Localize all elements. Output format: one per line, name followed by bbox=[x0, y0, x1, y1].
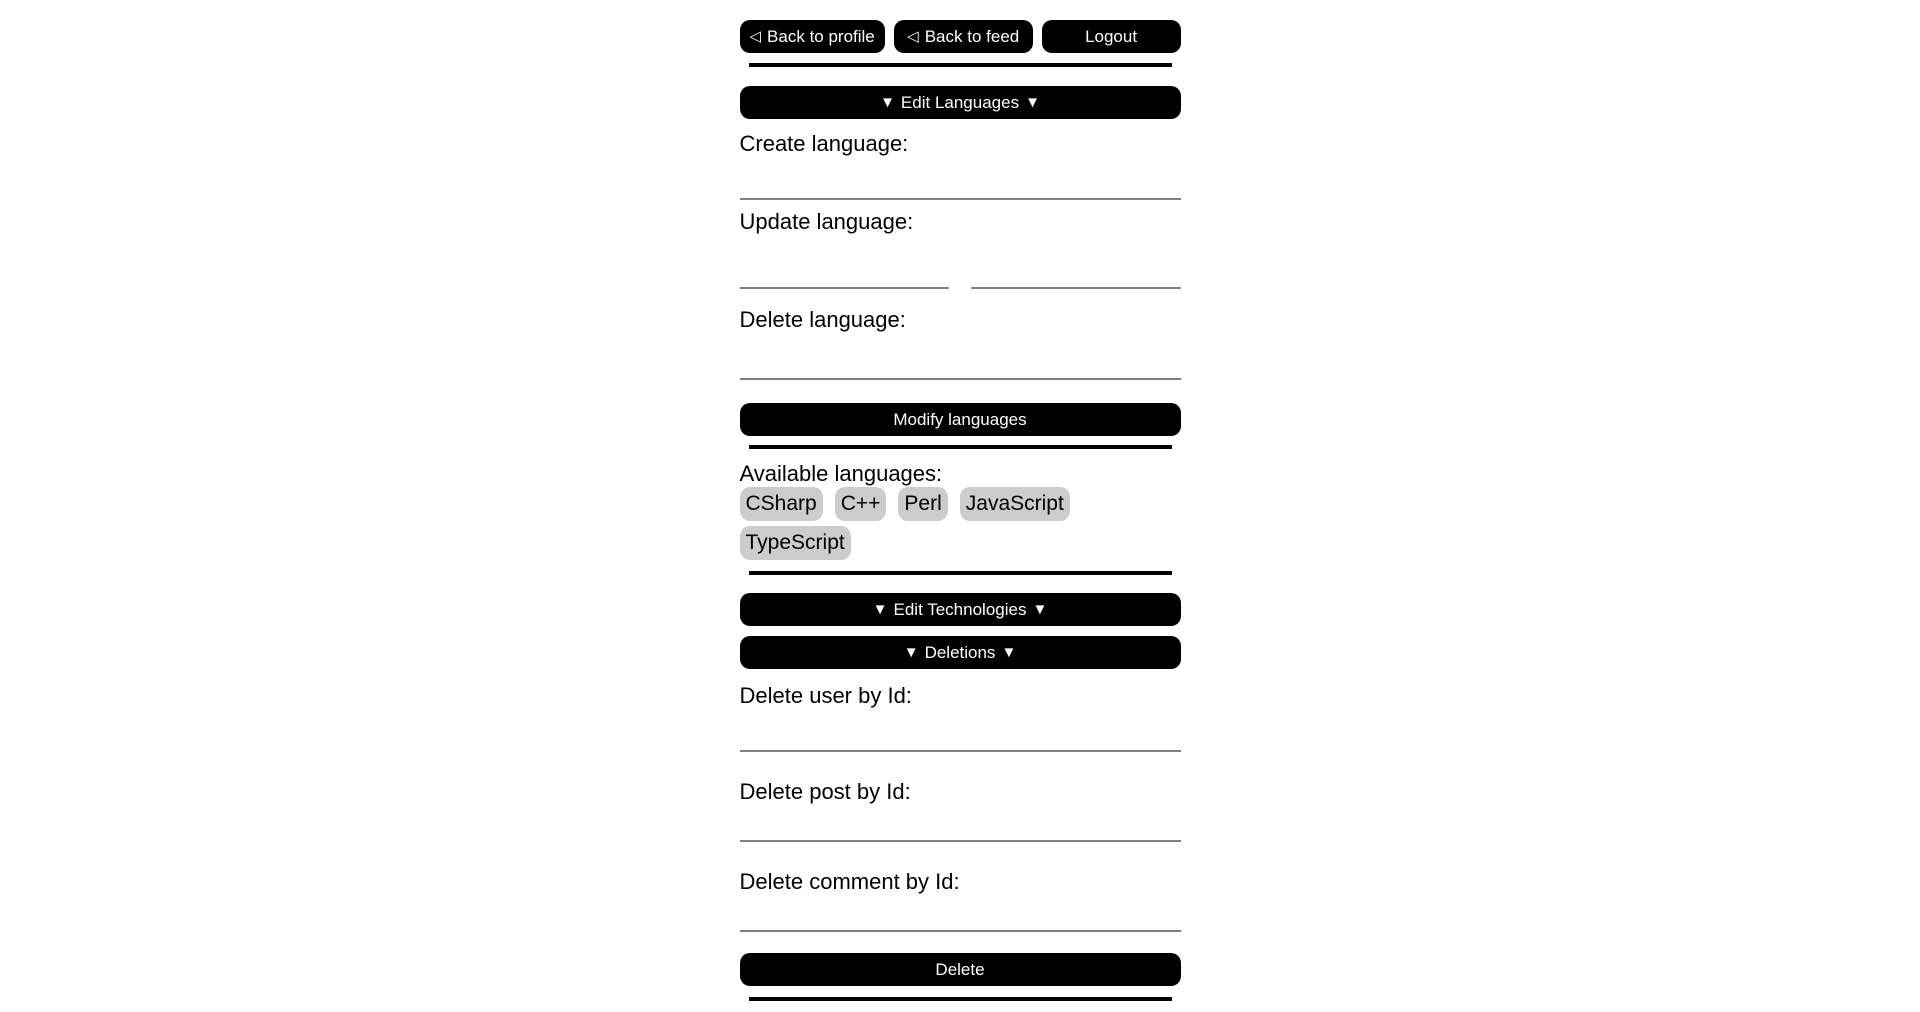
delete-language-input[interactable] bbox=[740, 338, 1181, 380]
top-nav bbox=[740, 20, 1181, 53]
language-chip: CSharp bbox=[740, 487, 823, 521]
delete-language-label: Delete language: bbox=[739, 307, 906, 332]
back-to-feed-label: Back to feed bbox=[924, 26, 1020, 46]
modify-languages-label: Modify languages bbox=[893, 409, 1027, 429]
delete-user-id-input[interactable] bbox=[740, 710, 1181, 752]
delete-post-id-label: Delete post by Id: bbox=[739, 779, 911, 804]
modify-languages-button[interactable] bbox=[740, 403, 1181, 436]
available-languages-list bbox=[740, 487, 1100, 560]
delete-user-id-label: Delete user by Id: bbox=[739, 683, 912, 708]
delete-comment-id-input[interactable] bbox=[740, 893, 1181, 932]
update-language-from-input[interactable] bbox=[740, 243, 950, 289]
caret-down-icon: ▼ bbox=[1025, 94, 1040, 111]
main-column bbox=[740, 0, 1181, 1001]
divider bbox=[749, 63, 1172, 67]
delete-button[interactable] bbox=[740, 953, 1181, 986]
logout-label: Logout bbox=[1085, 26, 1138, 46]
back-to-feed-button[interactable] bbox=[894, 20, 1033, 53]
create-language-label: Create language: bbox=[739, 131, 909, 156]
back-to-profile-label: Back to profile bbox=[767, 26, 875, 46]
delete-button-label: Delete bbox=[935, 959, 985, 979]
update-language-row bbox=[740, 243, 1181, 289]
language-chip: C++ bbox=[835, 487, 887, 521]
delete-comment-id-label: Delete comment by Id: bbox=[739, 869, 960, 894]
edit-languages-toggle[interactable] bbox=[740, 86, 1181, 119]
language-chip: TypeScript bbox=[740, 526, 851, 560]
update-language-label: Update language: bbox=[739, 209, 914, 234]
update-language-to-input[interactable] bbox=[971, 243, 1181, 289]
edit-technologies-toggle-label: Edit Technologies bbox=[893, 599, 1027, 619]
back-to-profile-button[interactable] bbox=[740, 20, 885, 53]
caret-down-icon: ▼ bbox=[880, 94, 895, 111]
create-language-input[interactable] bbox=[740, 158, 1181, 200]
divider bbox=[749, 571, 1172, 575]
language-chip: JavaScript bbox=[960, 487, 1070, 521]
logout-button[interactable] bbox=[1042, 20, 1181, 53]
back-arrow-icon: ◁ bbox=[749, 28, 762, 45]
back-arrow-icon: ◁ bbox=[907, 28, 919, 45]
edit-technologies-toggle[interactable] bbox=[740, 593, 1181, 626]
divider bbox=[749, 997, 1172, 1001]
caret-down-icon: ▼ bbox=[872, 601, 888, 618]
edit-languages-toggle-label: Edit Languages bbox=[900, 92, 1020, 112]
available-languages-label: Available languages: bbox=[739, 461, 943, 486]
divider bbox=[749, 445, 1172, 449]
caret-down-icon: ▼ bbox=[1032, 601, 1048, 618]
caret-down-icon: ▼ bbox=[903, 644, 919, 661]
deletions-toggle-label: Deletions bbox=[924, 642, 996, 662]
language-chip: Perl bbox=[898, 487, 947, 521]
deletions-toggle[interactable] bbox=[740, 636, 1181, 669]
caret-down-icon: ▼ bbox=[1001, 644, 1017, 661]
delete-post-id-input[interactable] bbox=[740, 803, 1181, 842]
